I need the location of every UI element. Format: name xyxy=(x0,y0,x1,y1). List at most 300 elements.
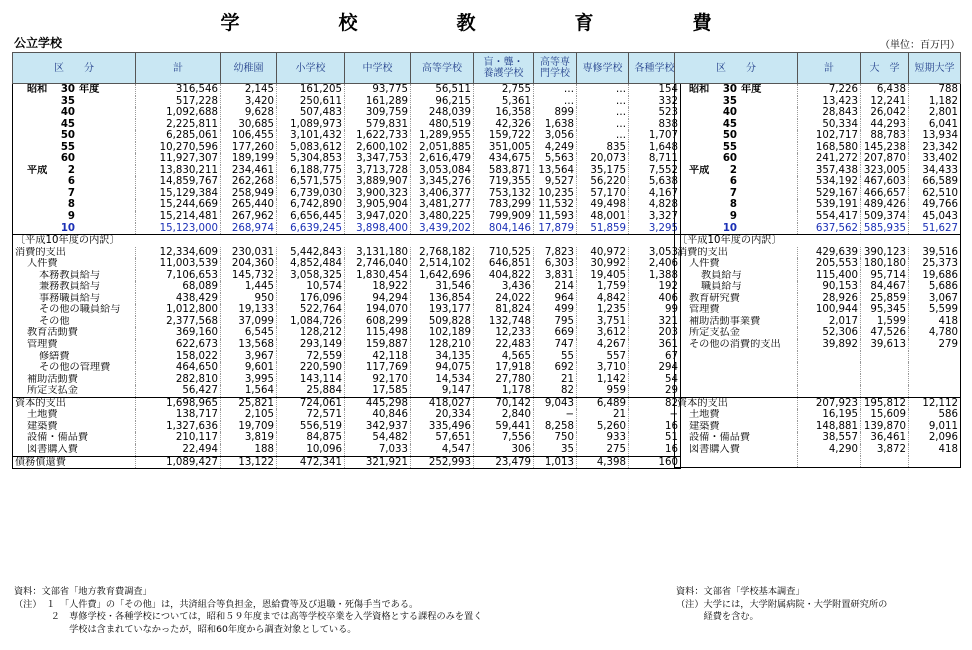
table-cell: 84,467 xyxy=(861,281,909,293)
table-cell: 207,870 xyxy=(861,153,909,165)
table-cell: 81,824 xyxy=(474,304,534,316)
table-cell: 1,599 xyxy=(861,316,909,328)
table-cell: 34,433 xyxy=(909,165,961,177)
year-label: 6 xyxy=(67,176,75,188)
table-cell: 3,053 xyxy=(629,247,681,259)
table-cell: 9,628 xyxy=(221,107,277,119)
table-cell: 267,962 xyxy=(221,211,277,223)
table-cell: 20,334 xyxy=(411,409,474,421)
table-cell: 194,070 xyxy=(345,304,411,316)
table-cell: … xyxy=(577,119,629,131)
column-header: 計 xyxy=(136,53,221,84)
table-cell: 637,562 xyxy=(798,223,861,235)
table-cell: 351,005 xyxy=(474,142,534,154)
table-cell xyxy=(909,351,961,363)
table-cell: 6,571,575 xyxy=(277,176,345,188)
table-cell xyxy=(861,456,909,468)
table-cell: 13,564 xyxy=(534,165,577,177)
table-cell: 579,831 xyxy=(345,119,411,131)
table-cell: 30,992 xyxy=(577,258,629,270)
table-cell: 3,713,728 xyxy=(345,165,411,177)
table-cell: 6,285,061 xyxy=(136,130,221,142)
table-row xyxy=(13,130,681,142)
year-label: 60 xyxy=(60,153,75,165)
table-cell: 62,510 xyxy=(909,188,961,200)
year-suffix: 年度 xyxy=(741,84,762,95)
table-cell xyxy=(909,374,961,386)
table-cell: 14,859,767 xyxy=(136,176,221,188)
table-cell: 19,133 xyxy=(221,304,277,316)
table-row xyxy=(13,270,681,282)
table-cell: 3,439,202 xyxy=(411,223,474,235)
table-cell: 753,132 xyxy=(474,188,534,200)
table-cell: 15,609 xyxy=(861,409,909,421)
table-cell: 5,361 xyxy=(474,96,534,108)
table-row xyxy=(675,397,961,409)
row-label: 本務教員給与 xyxy=(39,269,101,281)
breakdown-title-row xyxy=(13,235,681,247)
table-row xyxy=(675,421,961,433)
table-cell: 21 xyxy=(577,409,629,421)
table-cell: 523 xyxy=(629,107,681,119)
row-label xyxy=(675,374,798,386)
table-cell: 964 xyxy=(534,293,577,305)
table-cell: 12,233 xyxy=(474,327,534,339)
table-cell: 2,801 xyxy=(909,107,961,119)
table-row xyxy=(675,188,961,200)
table-cell: 3,436 xyxy=(474,281,534,293)
table-row xyxy=(13,153,681,165)
table-cell: 646,851 xyxy=(474,258,534,270)
table-cell: 56,427 xyxy=(136,385,221,397)
year-label: 30 xyxy=(60,84,75,95)
table-cell: 13,423 xyxy=(798,96,861,108)
column-header: 大 学 xyxy=(861,53,909,84)
table-cell: 434,675 xyxy=(474,153,534,165)
row-label: 所定支払金 xyxy=(689,327,740,339)
table-row xyxy=(13,211,681,223)
table-cell: 145,732 xyxy=(221,270,277,282)
row-label: 所定支払金 xyxy=(27,385,78,397)
year-label: 9 xyxy=(67,211,75,223)
table-cell: 95,345 xyxy=(861,304,909,316)
table-row xyxy=(13,165,681,177)
table-cell: 4,290 xyxy=(798,444,861,456)
table-cell: 1,089,427 xyxy=(136,456,221,469)
table-cell xyxy=(909,385,961,397)
table-cell: 357,438 xyxy=(798,165,861,177)
table-cell: 750 xyxy=(534,432,577,444)
table-cell: 84,875 xyxy=(277,432,345,444)
table-cell: 88,783 xyxy=(861,130,909,142)
row-label: 建築費 xyxy=(27,420,58,432)
row-label xyxy=(13,142,136,154)
table-cell: 332 xyxy=(629,96,681,108)
table-row xyxy=(675,258,961,270)
table-cell: 1,698,965 xyxy=(136,397,221,409)
note-line: （注）大学には，大学附属病院・大学附置研究所の xyxy=(676,598,888,610)
table-cell: 3,831 xyxy=(534,270,577,282)
table-cell: 13,934 xyxy=(909,130,961,142)
table-row xyxy=(13,385,681,397)
table-cell: 94,075 xyxy=(411,362,474,374)
row-label xyxy=(675,96,798,108)
table-cell: 2,840 xyxy=(474,409,534,421)
table-cell: 783,299 xyxy=(474,199,534,211)
table-cell: 556,519 xyxy=(277,421,345,433)
table-cell: 5,304,853 xyxy=(277,153,345,165)
table-cell: 3,056 xyxy=(534,130,577,142)
row-label: 土地費 xyxy=(27,409,58,421)
table-cell: 7,033 xyxy=(345,444,411,456)
table-cell: 11,593 xyxy=(534,211,577,223)
table-cell: 44,293 xyxy=(861,119,909,131)
table-cell: 28,843 xyxy=(798,107,861,119)
table-subtitle: 公立学校 xyxy=(14,36,63,50)
table-cell: 39,613 xyxy=(861,339,909,351)
table-cell: 128,210 xyxy=(411,339,474,351)
table-cell: 3,872 xyxy=(861,444,909,456)
table-cell: 3,947,020 xyxy=(345,211,411,223)
table-cell: 321,921 xyxy=(345,456,411,469)
table-cell: 15,123,000 xyxy=(136,223,221,235)
table-cell: 294 xyxy=(629,362,681,374)
row-label xyxy=(675,153,798,165)
table-row xyxy=(675,456,961,468)
table-row xyxy=(675,304,961,316)
row-label: 事務職員給与 xyxy=(39,292,101,304)
table-cell xyxy=(861,351,909,363)
table-cell: 92,170 xyxy=(345,374,411,386)
table-cell: 158,022 xyxy=(136,351,221,363)
table-row xyxy=(13,176,681,188)
table-row xyxy=(13,293,681,305)
table-cell: 4,565 xyxy=(474,351,534,363)
table-cell: 517,228 xyxy=(136,96,221,108)
table-cell: 19,405 xyxy=(577,270,629,282)
table-row xyxy=(675,211,961,223)
table-cell: 57,170 xyxy=(577,188,629,200)
table-cell: 4,842 xyxy=(577,293,629,305)
table-cell: 204,360 xyxy=(221,258,277,270)
table-cell: 1,084,726 xyxy=(277,316,345,328)
table-cell: 59,441 xyxy=(474,421,534,433)
table-cell: … xyxy=(534,84,577,96)
table-cell: 160 xyxy=(629,456,681,469)
table-cell: 7,823 xyxy=(534,247,577,259)
year-label: 2 xyxy=(67,164,75,176)
row-label: 資本的支出 xyxy=(13,397,136,409)
table-cell: 16 xyxy=(629,444,681,456)
table-cell: 177,260 xyxy=(221,142,277,154)
table-cell: 10,574 xyxy=(277,281,345,293)
row-label: 教育研究費 xyxy=(689,292,740,304)
table-cell: 2,225,811 xyxy=(136,119,221,131)
table-cell: 369,160 xyxy=(136,327,221,339)
table-cell: 3,995 xyxy=(221,374,277,386)
table-cell: 241,272 xyxy=(798,153,861,165)
table-cell: 268,974 xyxy=(221,223,277,235)
table-cell: 1,289,955 xyxy=(411,130,474,142)
table-cell: 70,142 xyxy=(474,397,534,409)
table-cell: 835 xyxy=(577,142,629,154)
year-label: 10 xyxy=(60,222,75,234)
table-cell xyxy=(861,362,909,374)
table-cell: 804,146 xyxy=(474,223,534,235)
table-cell: 145,238 xyxy=(861,142,909,154)
table-cell: 56,220 xyxy=(577,176,629,188)
table-cell: 54,482 xyxy=(345,432,411,444)
table-cell: 3,420 xyxy=(221,96,277,108)
table-cell: 29 xyxy=(629,385,681,397)
year-label: 60 xyxy=(722,153,737,165)
table-cell: 586 xyxy=(909,409,961,421)
table-cell: 3,889,907 xyxy=(345,176,411,188)
table-cell: 159,722 xyxy=(474,130,534,142)
table-cell: 66,589 xyxy=(909,176,961,188)
row-label xyxy=(675,119,798,131)
note-line: 経費を含む。 xyxy=(676,611,759,622)
table-cell: 16,358 xyxy=(474,107,534,119)
era-label: 平成 xyxy=(27,164,48,176)
table-cell: 3,347,753 xyxy=(345,153,411,165)
table-cell: 293,149 xyxy=(277,339,345,351)
table-cell: 176,096 xyxy=(277,293,345,305)
table-row xyxy=(13,339,681,351)
column-header: 小学校 xyxy=(277,53,345,84)
table-cell: 6,742,890 xyxy=(277,199,345,211)
table-cell: 3,058,325 xyxy=(277,270,345,282)
note-line: （注） １ 「人件費」の「その他」は，共済組合等負担金，恩給費等及び退職・死傷手当である。 xyxy=(14,598,419,610)
table-cell: 136,854 xyxy=(411,293,474,305)
row-label: 消費的支出 xyxy=(15,246,66,258)
table-cell: 248,039 xyxy=(411,107,474,119)
table-cell: 788 xyxy=(909,84,961,96)
era-label: 昭和 xyxy=(689,84,710,95)
table-cell: 2,616,479 xyxy=(411,153,474,165)
column-header: 専修学校 xyxy=(577,53,629,84)
table-cell: 321 xyxy=(629,316,681,328)
table-row xyxy=(13,327,681,339)
table-cell: 10,270,596 xyxy=(136,142,221,154)
table-cell: 93,775 xyxy=(345,84,411,96)
table-cell: 799,909 xyxy=(474,211,534,223)
table-cell: 90,153 xyxy=(798,281,861,293)
table-row xyxy=(13,397,681,409)
table-cell: 724,061 xyxy=(277,397,345,409)
table-cell: 4,167 xyxy=(629,188,681,200)
row-label: 図書購入費 xyxy=(27,443,78,455)
row-label xyxy=(675,456,798,468)
table-row xyxy=(13,119,681,131)
unit-label: （単位：百万円） xyxy=(880,40,960,51)
column-header: 区 分 xyxy=(13,53,136,84)
table-cell: 466,657 xyxy=(861,188,909,200)
table-cell: 3,131,180 xyxy=(345,247,411,259)
table-row xyxy=(13,409,681,421)
table-cell: 3,067 xyxy=(909,293,961,305)
table-cell xyxy=(909,362,961,374)
row-label xyxy=(13,119,136,131)
table-row xyxy=(675,223,961,235)
table-cell: 6,303 xyxy=(534,258,577,270)
table-cell: 404,822 xyxy=(474,270,534,282)
table-cell: 2,051,885 xyxy=(411,142,474,154)
table-cell: 38,557 xyxy=(798,432,861,444)
row-label xyxy=(13,199,136,211)
table-row xyxy=(675,362,961,374)
row-label xyxy=(675,199,798,211)
table-cell: 692 xyxy=(534,362,577,374)
table-row xyxy=(675,107,961,119)
table-cell: 207,923 xyxy=(798,397,861,409)
breakdown-title-row xyxy=(675,235,961,247)
table-cell: 154 xyxy=(629,84,681,96)
table-row xyxy=(13,362,681,374)
table-cell: 161,205 xyxy=(277,84,345,96)
table-cell: 23,342 xyxy=(909,142,961,154)
table-row xyxy=(675,327,961,339)
table-cell: 11,532 xyxy=(534,199,577,211)
table-cell: 3,295 xyxy=(629,223,681,235)
table-cell: 13,830,211 xyxy=(136,165,221,177)
table-cell: 7,552 xyxy=(629,165,681,177)
table-cell: 1,092,688 xyxy=(136,107,221,119)
table-row xyxy=(13,351,681,363)
table-cell: 1,388 xyxy=(629,270,681,282)
table-row xyxy=(675,153,961,165)
table-cell: … xyxy=(577,130,629,142)
table-cell: 2,755 xyxy=(474,84,534,96)
table-cell: 8,711 xyxy=(629,153,681,165)
column-header: 各種学校 xyxy=(629,53,681,84)
table-cell: 429,639 xyxy=(798,247,861,259)
table-cell: 51 xyxy=(629,432,681,444)
table-cell: 1,638 xyxy=(534,119,577,131)
table-cell: 2,600,102 xyxy=(345,142,411,154)
note-line: 学校は含まれていなかったが，昭和60年度から調査対象としている。 xyxy=(14,623,357,635)
table-cell: 316,546 xyxy=(136,84,221,96)
table-cell: 234,461 xyxy=(221,165,277,177)
table-cell: 8,258 xyxy=(534,421,577,433)
column-header: 計 xyxy=(798,53,861,84)
table-cell: 406 xyxy=(629,293,681,305)
table-cell: 9,011 xyxy=(909,421,961,433)
year-label: 55 xyxy=(722,141,737,153)
table-cell: 445,298 xyxy=(345,397,411,409)
table-row xyxy=(675,142,961,154)
table-cell: 252,993 xyxy=(411,456,474,469)
column-header: 盲・聾・ 養護学校 xyxy=(474,53,534,84)
table-cell: 509,828 xyxy=(411,316,474,328)
table-cell: 585,935 xyxy=(861,223,909,235)
table-cell: 9,147 xyxy=(411,385,474,397)
table-cell: 56,511 xyxy=(411,84,474,96)
table-cell: 72,559 xyxy=(277,351,345,363)
table-cell: 13,568 xyxy=(221,339,277,351)
year-suffix: 年度 xyxy=(79,84,100,95)
table-cell: 188 xyxy=(221,444,277,456)
table-cell: 12,241 xyxy=(861,96,909,108)
table-cell: 1,648 xyxy=(629,142,681,154)
year-label: 8 xyxy=(67,199,75,211)
table-cell: 3,406,377 xyxy=(411,188,474,200)
table-cell: 10,235 xyxy=(534,188,577,200)
table-cell xyxy=(909,456,961,468)
table-cell: 710,525 xyxy=(474,247,534,259)
table-row xyxy=(675,176,961,188)
table-cell: 47,526 xyxy=(861,327,909,339)
note-line: ２ 専修学校・各種学校については，昭和５９年度までは高等学校卒業を入学資格とする課程のみを置く xyxy=(14,611,483,622)
table-cell: 49,766 xyxy=(909,199,961,211)
row-label xyxy=(13,211,136,223)
table-cell: 210,117 xyxy=(136,432,221,444)
table-cell: 6,639,245 xyxy=(277,223,345,235)
table-cell: 2,105 xyxy=(221,409,277,421)
table-cell: 529,167 xyxy=(798,188,861,200)
table-cell: 9,043 xyxy=(534,397,577,409)
table-cell: 747 xyxy=(534,339,577,351)
table-cell: 148,881 xyxy=(798,421,861,433)
notes-left xyxy=(14,586,482,636)
table-cell: 67 xyxy=(629,351,681,363)
table-cell: 14,534 xyxy=(411,374,474,386)
year-label: 40 xyxy=(722,107,737,119)
table-cell: 19,709 xyxy=(221,421,277,433)
table-cell: 1,142 xyxy=(577,374,629,386)
higher-education-table xyxy=(674,52,961,468)
column-header: 幼稚園 xyxy=(221,53,277,84)
table-cell: 1,707 xyxy=(629,130,681,142)
table-cell: 933 xyxy=(577,432,629,444)
public-school-table xyxy=(12,52,681,469)
table-cell: 27,780 xyxy=(474,374,534,386)
year-label: 30 xyxy=(722,84,737,95)
table-cell: 30,685 xyxy=(221,119,277,131)
table-cell: 507,483 xyxy=(277,107,345,119)
table-cell: 2,017 xyxy=(798,316,861,328)
table-cell: 7,226 xyxy=(798,84,861,96)
table-cell: 35,175 xyxy=(577,165,629,177)
table-row xyxy=(675,130,961,142)
table-cell: 2,096 xyxy=(909,432,961,444)
table-row xyxy=(675,247,961,259)
table-cell: 26,042 xyxy=(861,107,909,119)
table-cell xyxy=(798,351,861,363)
row-label: 教員給与 xyxy=(701,269,742,281)
table-cell xyxy=(861,374,909,386)
row-label: 人件費 xyxy=(689,258,720,270)
table-cell: 5,563 xyxy=(534,153,577,165)
table-cell: 279 xyxy=(909,339,961,351)
table-cell: 161,289 xyxy=(345,96,411,108)
table-cell: 40,972 xyxy=(577,247,629,259)
table-cell: 51,627 xyxy=(909,223,961,235)
table-cell: − xyxy=(629,409,681,421)
table-cell: 31,546 xyxy=(411,281,474,293)
table-cell: 33,402 xyxy=(909,153,961,165)
table-cell: 418 xyxy=(909,444,961,456)
table-cell: 82 xyxy=(534,385,577,397)
table-cell: 49,498 xyxy=(577,199,629,211)
table-cell: 13,122 xyxy=(221,456,277,469)
note-line: 資料：文部省「地方教育費調査」 xyxy=(14,586,152,597)
row-label: 建築費 xyxy=(689,420,720,432)
table-cell: 1,013 xyxy=(534,456,577,469)
table-cell: 1,622,733 xyxy=(345,130,411,142)
table-cell xyxy=(798,385,861,397)
table-cell: 4,547 xyxy=(411,444,474,456)
